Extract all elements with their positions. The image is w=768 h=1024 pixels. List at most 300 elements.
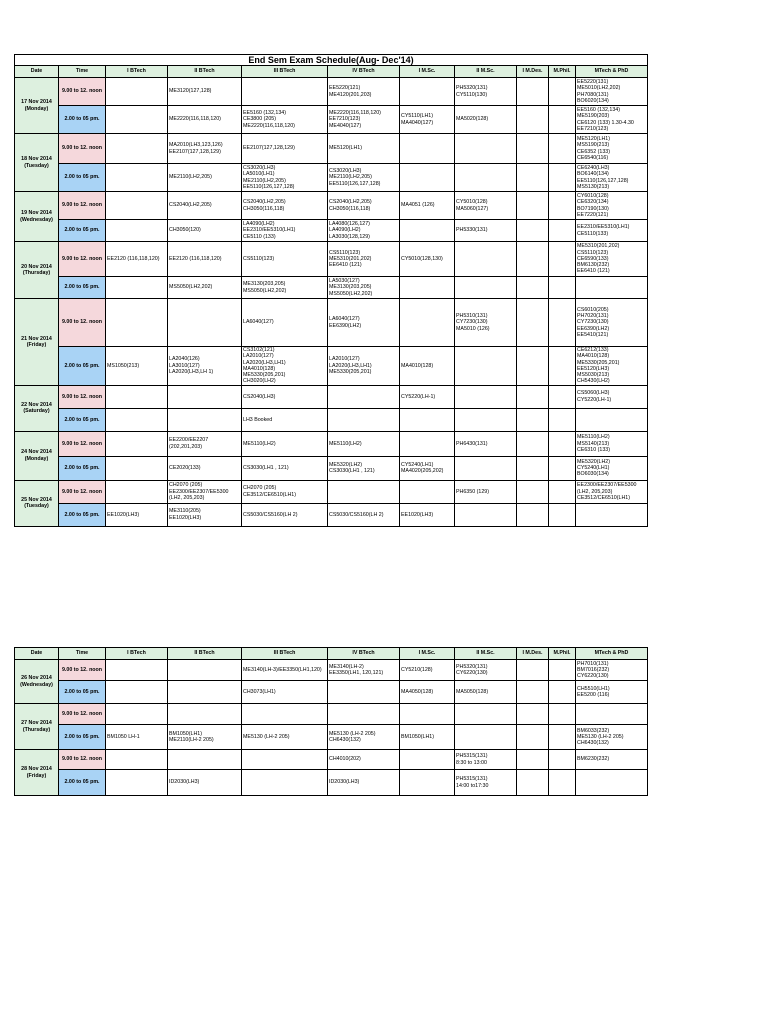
date-cell (15, 704, 59, 750)
column-header: II BTech (168, 66, 242, 78)
cell-line: (LH2, 205,203) (169, 494, 205, 501)
date-line: 27 Nov 2014 (21, 720, 52, 727)
cell-line: PH5310(131) (456, 313, 488, 320)
cell-line: (202,201,203) (169, 443, 202, 450)
cell-line: CH3050(120) (169, 227, 201, 234)
course-cell (517, 480, 549, 503)
cell-line: EE2107(127,128,129) (243, 145, 295, 152)
date-line: (Monday) (24, 105, 49, 112)
course-cell (549, 681, 576, 704)
date-cell (15, 299, 59, 386)
course-cell (400, 347, 455, 386)
cell-line: CE2020(133) (169, 465, 201, 472)
course-cell (576, 242, 648, 277)
cell-line: MA5020(128) (456, 116, 489, 123)
date-line: (Wednesday) (20, 681, 53, 688)
course-cell (576, 347, 648, 386)
course-cell (242, 220, 328, 242)
date-cell (15, 750, 59, 796)
course-cell (106, 106, 168, 134)
course-cell (517, 725, 549, 750)
course-cell (576, 277, 648, 299)
cell-line: ME5330(205,201) (577, 359, 620, 366)
cell-line: ME5110(LH2) (577, 434, 610, 441)
cell-line: LA5030(127) (329, 278, 360, 285)
course-cell (576, 164, 648, 192)
cell-line: CH5430(LH2) (577, 378, 610, 385)
cell-line: ME2220(116,118,120) (329, 110, 381, 117)
cell-line: LA6040(127) (243, 319, 274, 326)
cell-line: ME3130(203,205) (329, 284, 372, 291)
cell-line: MS5050(LH2,202) (169, 284, 213, 291)
course-cell (242, 385, 328, 408)
cell-line: ME2110(LH2,205) (169, 174, 212, 181)
course-cell (455, 750, 517, 770)
course-cell (328, 660, 400, 681)
course-cell (455, 164, 517, 192)
cell-line: CS3020(LH3) (329, 168, 362, 175)
table-row (15, 242, 648, 277)
cell-line: CS3030(LH1 , 121) (329, 468, 375, 475)
course-cell (400, 220, 455, 242)
cell-line: CH4010(202) (329, 756, 361, 763)
cell-line: PH5315(131) (456, 776, 488, 783)
course-cell (106, 725, 168, 750)
course-cell (549, 704, 576, 725)
course-cell (106, 347, 168, 386)
course-cell (106, 431, 168, 456)
cell-line: MS5130(213) (577, 183, 610, 190)
cell-line: PH5320(131) (456, 85, 488, 92)
course-cell (328, 220, 400, 242)
course-cell (328, 242, 400, 277)
date-cell (15, 192, 59, 242)
cell-line: CY6010(128) (577, 192, 609, 199)
cell-line: PH6430(131) (456, 440, 488, 447)
cell-line: MA5050(128) (456, 688, 489, 695)
column-header: IV BTech (328, 648, 400, 660)
cell-line: ME3130(203,205) (243, 281, 286, 288)
cell-line: LA4090(LH2) (243, 221, 275, 228)
course-cell (328, 750, 400, 770)
time-slot-cell: 2.00 to 05 pm. (59, 725, 106, 750)
course-cell (168, 408, 242, 431)
column-header: I M.Sc. (400, 648, 455, 660)
cell-line: CE6240(LH3) (577, 164, 610, 171)
course-cell (242, 770, 328, 796)
date-line: (Monday) (24, 455, 49, 462)
cell-line: CH3050(116,118) (243, 205, 285, 212)
cell-line: ME5120(LH1) (329, 145, 362, 152)
cell-line: LA4080(126,127) (329, 221, 370, 228)
cell-line: LA3010(127) (169, 362, 200, 369)
table-row (15, 770, 648, 796)
date-line: (Friday) (26, 772, 47, 779)
course-cell (400, 164, 455, 192)
course-cell (576, 192, 648, 220)
table-row (15, 164, 648, 192)
cell-line: EE5110(126,127,128) (243, 183, 295, 190)
course-cell (328, 78, 400, 106)
table-row (15, 347, 648, 386)
cell-line: ME5010(LH2,202) (577, 85, 621, 92)
page-title: End Sem Exam Schedule(Aug- Dec'14) (15, 55, 648, 66)
cell-line: EE5160 (132,134) (243, 110, 286, 117)
course-cell (576, 299, 648, 347)
cell-line: CS2040(LH3) (243, 393, 276, 400)
cell-line: ME5110(LH2) (243, 440, 276, 447)
course-cell (455, 220, 517, 242)
course-cell (576, 220, 648, 242)
course-cell (549, 385, 576, 408)
course-cell (106, 704, 168, 725)
cell-line: CE6310 (133) (577, 446, 610, 453)
course-cell (549, 220, 576, 242)
cell-line: EE2300/EE2307/EE5300 (169, 488, 229, 495)
course-cell (455, 456, 517, 480)
time-slot-cell: 9.00 to 12. noon (59, 385, 106, 408)
course-cell (106, 750, 168, 770)
time-slot-cell: 9.00 to 12. noon (59, 192, 106, 220)
date-cell (15, 660, 59, 704)
date-line: 18 Nov 2014 (21, 156, 52, 163)
cell-line: CY5010(128) (456, 199, 488, 206)
cell-line: EE6410 (121) (577, 268, 610, 275)
cell-line: MA4040(127) (401, 119, 434, 126)
cell-line: LA4090(LH2) (329, 227, 361, 234)
course-cell (242, 192, 328, 220)
cell-line: ME5130 (LH-2 205) (243, 733, 290, 740)
course-cell (576, 681, 648, 704)
cell-line: CS5030/CS5160(LH 2) (243, 511, 298, 518)
cell-line: ID2030(LH3) (329, 779, 360, 786)
cell-line: ME3140(LH-2) (329, 663, 364, 670)
course-cell (168, 750, 242, 770)
course-cell (242, 503, 328, 526)
cell-line: ME3110(205) (169, 508, 201, 515)
course-cell (455, 660, 517, 681)
course-cell (106, 681, 168, 704)
cell-line: EE1020(LH3) (401, 511, 434, 518)
cell-line: BO6140(134) (577, 171, 609, 178)
time-slot-cell: 9.00 to 12. noon (59, 242, 106, 277)
cell-line: ME2110(LH2,205) (329, 174, 372, 181)
table-row (15, 725, 648, 750)
cell-line: CE5110(133) (577, 230, 609, 237)
cell-line: MS5190(213) (577, 142, 610, 149)
date-line: (Saturday) (23, 408, 50, 415)
cell-line: ME5310(201,202) (329, 255, 372, 262)
course-cell (455, 408, 517, 431)
cell-line: ME3140(LH-3)/EE3350(LH1,120) (243, 666, 322, 673)
time-slot-cell: 2.00 to 05 pm. (59, 503, 106, 526)
course-cell (455, 725, 517, 750)
course-cell (549, 78, 576, 106)
cell-line: LA3030(128,129) (329, 233, 370, 240)
table-row (15, 704, 648, 725)
cell-line: MS5050(LH2,202) (329, 290, 373, 297)
course-cell (400, 242, 455, 277)
cell-line: PH7020(131) (577, 313, 609, 320)
cell-line: BM6130(232) (577, 262, 610, 269)
column-header: I M.Des. (517, 648, 549, 660)
table-row (15, 106, 648, 134)
time-slot-cell: 9.00 to 12. noon (59, 750, 106, 770)
cell-line: PH5320(131) (456, 663, 488, 670)
cell-line: CS3020(LH3) (243, 164, 276, 171)
course-cell (517, 164, 549, 192)
course-cell (328, 106, 400, 134)
cell-line: CE6120 (133) 1.30-4.30 (577, 119, 634, 126)
cell-line: MS5030(213) (577, 372, 610, 379)
cell-line: CE6212(133) (577, 347, 609, 353)
time-slot-cell: 9.00 to 12. noon (59, 299, 106, 347)
course-cell (549, 725, 576, 750)
cell-line: EE1020(LH3) (169, 514, 202, 521)
course-cell (517, 78, 549, 106)
course-cell (106, 408, 168, 431)
course-cell (455, 347, 517, 386)
course-cell (168, 106, 242, 134)
course-cell (517, 456, 549, 480)
cell-line: ME2220(116,118,120) (243, 122, 295, 129)
course-cell (328, 480, 400, 503)
cell-line: PH5315(131) (456, 753, 488, 760)
cell-line: CS3102(121) (243, 347, 275, 353)
course-cell (576, 431, 648, 456)
time-slot-cell: 2.00 to 05 pm. (59, 164, 106, 192)
course-cell (242, 681, 328, 704)
column-header: II M.Sc. (455, 66, 517, 78)
time-slot-cell: 2.00 to 05 pm. (59, 277, 106, 299)
cell-line: ME5330(205,201) (243, 372, 286, 379)
cell-line: CS5110(123) (577, 249, 609, 256)
course-cell (106, 385, 168, 408)
course-cell (400, 408, 455, 431)
course-cell (242, 408, 328, 431)
cell-line: LA2020(LH3,LH1) (329, 362, 372, 369)
cell-line: PH7010(131) (577, 660, 609, 667)
course-cell (455, 134, 517, 164)
cell-line: EE2120 (116,118,120) (107, 255, 160, 262)
course-cell (106, 134, 168, 164)
cell-line: MA4051 (126) (401, 202, 435, 209)
cell-line: MA4010(128) (243, 365, 276, 372)
time-slot-cell: 9.00 to 12. noon (59, 134, 106, 164)
cell-line: LA6040(127) (329, 316, 360, 323)
course-cell (242, 456, 328, 480)
cell-line: CS5060(LH3) (577, 390, 610, 397)
table-row (15, 134, 648, 164)
cell-line: CY7230(130) (456, 319, 488, 326)
course-cell (168, 220, 242, 242)
column-header: Time (59, 66, 106, 78)
course-cell (242, 750, 328, 770)
cell-line: CH6430(132) (577, 740, 609, 747)
cell-line: CH5510(LH1) (577, 685, 610, 692)
time-slot-cell: 2.00 to 05 pm. (59, 106, 106, 134)
cell-line: CH3073(LH1) (243, 688, 276, 695)
column-header: III BTech (242, 66, 328, 78)
table-row (15, 480, 648, 503)
time-slot-cell: 9.00 to 12. noon (59, 660, 106, 681)
course-cell (106, 770, 168, 796)
course-cell (576, 480, 648, 503)
course-cell (517, 408, 549, 431)
course-cell (455, 242, 517, 277)
cell-line: EE5200 (116) (577, 692, 610, 698)
course-cell (242, 134, 328, 164)
course-cell (455, 299, 517, 347)
course-cell (455, 681, 517, 704)
table-row (15, 431, 648, 456)
date-line: 21 Nov 2014 (21, 335, 52, 342)
course-cell (517, 385, 549, 408)
cell-line: ME5110(LH2) (329, 440, 362, 447)
course-cell (106, 220, 168, 242)
table-row (15, 299, 648, 347)
column-header: II BTech (168, 648, 242, 660)
course-cell (400, 106, 455, 134)
cell-line: 14:00 to17:30 (456, 782, 489, 789)
course-cell (168, 277, 242, 299)
course-cell (328, 192, 400, 220)
cell-line: EE6410 (121) (329, 262, 362, 269)
course-cell (549, 408, 576, 431)
column-header: MTech & PhD (576, 648, 648, 660)
cell-line: CS2040(LH2,205) (243, 199, 286, 206)
course-cell (576, 770, 648, 796)
course-cell (549, 299, 576, 347)
cell-line: MA5010 (126) (456, 325, 490, 332)
cell-line: EE2107(127,128,129) (169, 148, 221, 155)
course-cell (576, 503, 648, 526)
cell-line: ME5130 (LH-2 205) (329, 730, 376, 737)
course-cell (168, 456, 242, 480)
column-header: M.Phil. (549, 648, 576, 660)
table-row (15, 503, 648, 526)
course-cell (106, 192, 168, 220)
course-cell (242, 299, 328, 347)
course-cell (168, 299, 242, 347)
cell-line: CS2040(LH2,205) (169, 202, 212, 209)
course-cell (168, 242, 242, 277)
course-cell (549, 480, 576, 503)
course-cell (549, 242, 576, 277)
course-cell (400, 299, 455, 347)
course-cell (400, 704, 455, 725)
column-header: M.Phil. (549, 66, 576, 78)
cell-line: EE2300/EE2307/EE5300 (577, 482, 637, 489)
cell-line: CY5240(LH1) (577, 465, 610, 472)
course-cell (328, 408, 400, 431)
course-cell (576, 704, 648, 725)
table-row (15, 192, 648, 220)
cell-line: CE3512/CE6510(LH1) (577, 494, 630, 501)
course-cell (168, 192, 242, 220)
course-cell (517, 431, 549, 456)
cell-line: ME2110(LH2,205) (243, 177, 286, 184)
course-cell (549, 503, 576, 526)
date-line: 25 Nov 2014 (21, 496, 52, 503)
course-cell (106, 242, 168, 277)
course-cell (455, 770, 517, 796)
course-cell (242, 704, 328, 725)
exam-schedule-table-2 (14, 647, 648, 796)
cell-line: ME4120(201,203) (329, 91, 372, 98)
date-cell (15, 242, 59, 299)
course-cell (242, 242, 328, 277)
cell-line: CS5030/CS5160(LH 2) (329, 511, 384, 518)
cell-line: CE6540(116) (577, 154, 609, 161)
course-cell (168, 78, 242, 106)
course-cell (549, 431, 576, 456)
cell-line: EE5220(121) (329, 85, 361, 92)
course-cell (549, 750, 576, 770)
column-header: Time (59, 648, 106, 660)
cell-line: CS3030(LH1 , 121) (243, 465, 289, 472)
course-cell (328, 770, 400, 796)
course-cell (517, 220, 549, 242)
column-header: II M.Sc. (455, 648, 517, 660)
course-cell (242, 347, 328, 386)
cell-line: CH6430(132) (329, 737, 361, 743)
cell-line: CS6010(205) (577, 306, 609, 313)
cell-line: (LH2, 205,203) (577, 488, 613, 495)
course-cell (576, 456, 648, 480)
cell-line: EE5120(LH3) (577, 365, 610, 372)
cell-line: ME5190(203) (577, 113, 610, 120)
date-line: (Thursday) (22, 726, 51, 733)
cell-line: MA4050(128) (401, 688, 434, 695)
cell-line: MS1050(213) (107, 362, 140, 369)
course-cell (328, 134, 400, 164)
table-row (15, 385, 648, 408)
course-cell (549, 456, 576, 480)
course-cell (400, 750, 455, 770)
table-row (15, 408, 648, 431)
course-cell (400, 431, 455, 456)
course-cell (517, 192, 549, 220)
cell-line: CY5220(LH-1) (401, 393, 436, 400)
date-line: (Friday) (26, 341, 47, 348)
cell-line: CS2040(LH2,205) (329, 199, 372, 206)
course-cell (242, 480, 328, 503)
date-line: 26 Nov 2014 (21, 675, 52, 682)
course-cell (576, 106, 648, 134)
cell-line: EE2310/EE5310(LH1) (243, 227, 296, 234)
cell-line: LA2020(LH3,LH1) (243, 359, 286, 366)
course-cell (168, 480, 242, 503)
date-line: (Tuesday) (24, 503, 49, 510)
table-row (15, 456, 648, 480)
date-cell (15, 385, 59, 431)
cell-line: PH6350 (129) (456, 488, 489, 495)
cell-line: CE6590(133) (577, 255, 609, 262)
date-line: 24 Nov 2014 (21, 449, 52, 456)
course-cell (168, 385, 242, 408)
course-cell (576, 134, 648, 164)
cell-line: CH3020(LH2) (243, 378, 276, 385)
time-slot-cell: 2.00 to 05 pm. (59, 220, 106, 242)
course-cell (455, 480, 517, 503)
cell-line: EE5110(126,127,128) (329, 180, 381, 187)
date-cell (15, 480, 59, 526)
date-line: (Thursday) (22, 270, 51, 276)
cell-line: 8:30 to 13:00 (456, 759, 487, 766)
date-line: 17 Nov 2014 (21, 99, 52, 106)
time-slot-cell: 9.00 to 12. noon (59, 431, 106, 456)
